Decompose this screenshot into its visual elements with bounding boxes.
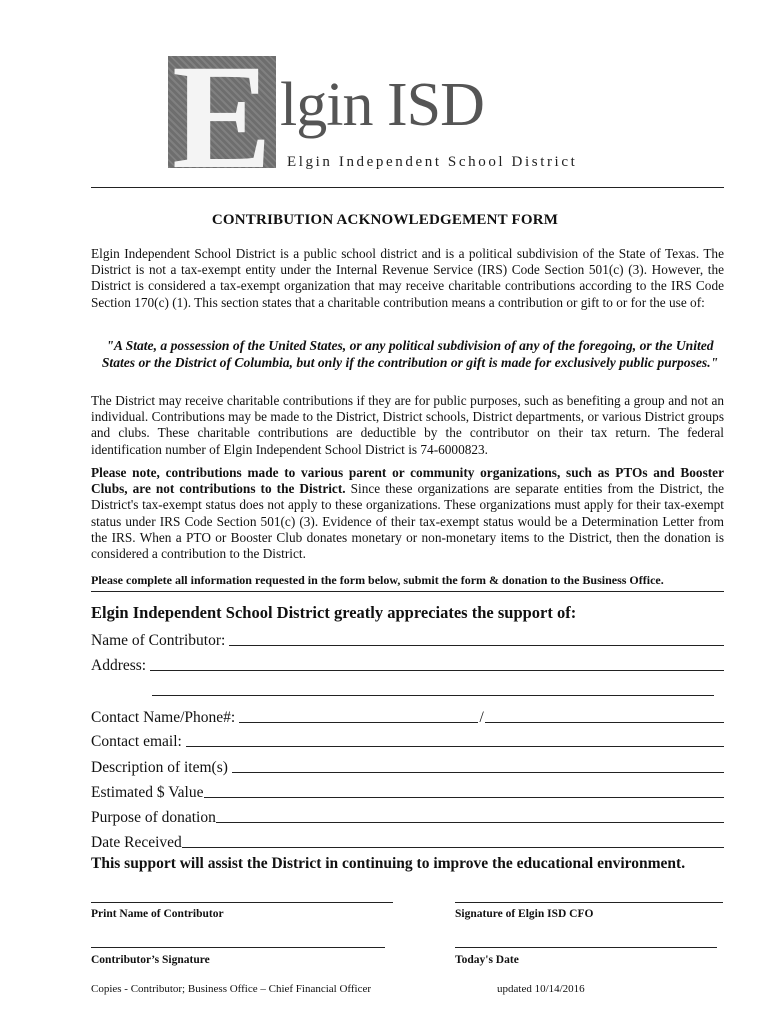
purpose-field[interactable] [91, 805, 724, 827]
logo-subtitle: Elgin Independent School District [287, 154, 578, 170]
contact-phone-line[interactable] [485, 722, 724, 723]
contributor-signature-label: Contributor’s Signature [91, 954, 210, 966]
contributor-name-field[interactable] [91, 628, 724, 650]
form-title: CONTRIBUTION ACKNOWLEDGEMENT FORM [211, 212, 559, 228]
estimated-value-label: Estimated $ Value [91, 784, 204, 801]
footer-copies: Copies - Contributor; Business Office – Chief Financial Officer [91, 983, 372, 995]
description-line[interactable] [232, 772, 724, 773]
section-divider [91, 591, 724, 592]
contact-email-label: Contact email: [91, 733, 182, 750]
estimated-value-field[interactable] [91, 780, 724, 802]
contributions-paragraph: The District may receive charitable contributions if they are for public purposes, such as benefiting a group and not an individual. Contributions may be made to the District, District schools, District departments, or various District groups and clubs. These charitable contributions are deductible by the contributor on their tax return. The federal identification number of Elgin Independent School District is 74-6000823. [91, 393, 724, 457]
note-paragraph [91, 465, 724, 562]
date-received-label: Date Received [91, 834, 182, 851]
todays-date-label: Today's Date [455, 954, 519, 966]
contributor-signature-line[interactable] [91, 947, 385, 948]
address-label: Address: [91, 657, 147, 674]
date-received-field[interactable] [91, 830, 724, 852]
contact-email-line[interactable] [186, 746, 724, 747]
address-field[interactable] [91, 653, 724, 675]
closing-statement: This support will assist the District in continuing to improve the educational environment. [91, 855, 686, 872]
quote-paragraph: "A State, a possession of the United States, or any political subdivision of any of the foregoing, or the United States or the District of Columbia, but only if the contribution or gift is made for exclusively public purposes." [101, 338, 719, 370]
contact-separator: / [479, 709, 484, 726]
note-text: Since these organizations are separate entities from the District, the District's tax-exempt status does not apply to these organizations. These organizations must apply for their tax-exempt status under IRS Code Section 501(c) (3). Evidence of their tax-exempt status would be a Determination Letter from the IRS. When a PTO or Booster Club donates monetary or non-monetary items to the District, then the donation is considered a contribution to the District. [91, 481, 724, 562]
date-received-line[interactable] [182, 847, 724, 848]
header-divider [91, 187, 724, 188]
footer-updated: updated 10/14/2016 [497, 983, 585, 995]
note-bold-text: Please note, contributions made to various parent or community organizations, such as PTOs and Booster Clubs, are not contributions to the District. [91, 465, 724, 497]
cfo-signature-line[interactable] [455, 902, 723, 903]
print-name-label: Print Name of Contributor [91, 908, 224, 920]
contributor-name-label: Name of Contributor: [91, 632, 226, 649]
instructions-text: Please complete all information requested in the form below, submit the form & donation to the Business Office. [91, 573, 664, 587]
contributor-name-line[interactable] [229, 645, 724, 646]
address-line[interactable] [150, 670, 724, 671]
purpose-line[interactable] [216, 822, 724, 823]
logo-letter: E [171, 34, 273, 200]
description-label: Description of item(s) [91, 759, 228, 776]
address-line-2[interactable] [148, 678, 714, 700]
contact-email-field[interactable] [91, 729, 724, 751]
contact-name-phone-label: Contact Name/Phone#: [91, 709, 236, 726]
print-name-line[interactable] [91, 902, 393, 903]
logo-name: lgin ISD [280, 71, 484, 139]
description-field[interactable] [91, 755, 724, 777]
cfo-signature-label: Signature of Elgin ISD CFO [455, 908, 594, 920]
address-line-2-blank[interactable] [152, 695, 714, 696]
contact-name-line[interactable] [239, 722, 478, 723]
support-heading: Elgin Independent School District greatly appreciates the support of: [91, 603, 577, 622]
intro-paragraph: Elgin Independent School District is a public school district and is a political subdivision of the State of Texas. The District is not a tax-exempt entity under the Internal Revenue Service (IRS) Code Section 501(c) (3). However, the District is considered a tax-exempt organization that may receive charitable contributions according to the IRS Code Section 170(c) (1). This section states that a charitable contribution means a contribution or gift to or for the use of: [91, 246, 724, 310]
todays-date-line[interactable] [455, 947, 717, 948]
contact-name-phone-field[interactable] [91, 705, 724, 727]
purpose-label: Purpose of donation [91, 809, 216, 826]
logo-mark [168, 34, 276, 200]
estimated-value-line[interactable] [204, 797, 725, 798]
